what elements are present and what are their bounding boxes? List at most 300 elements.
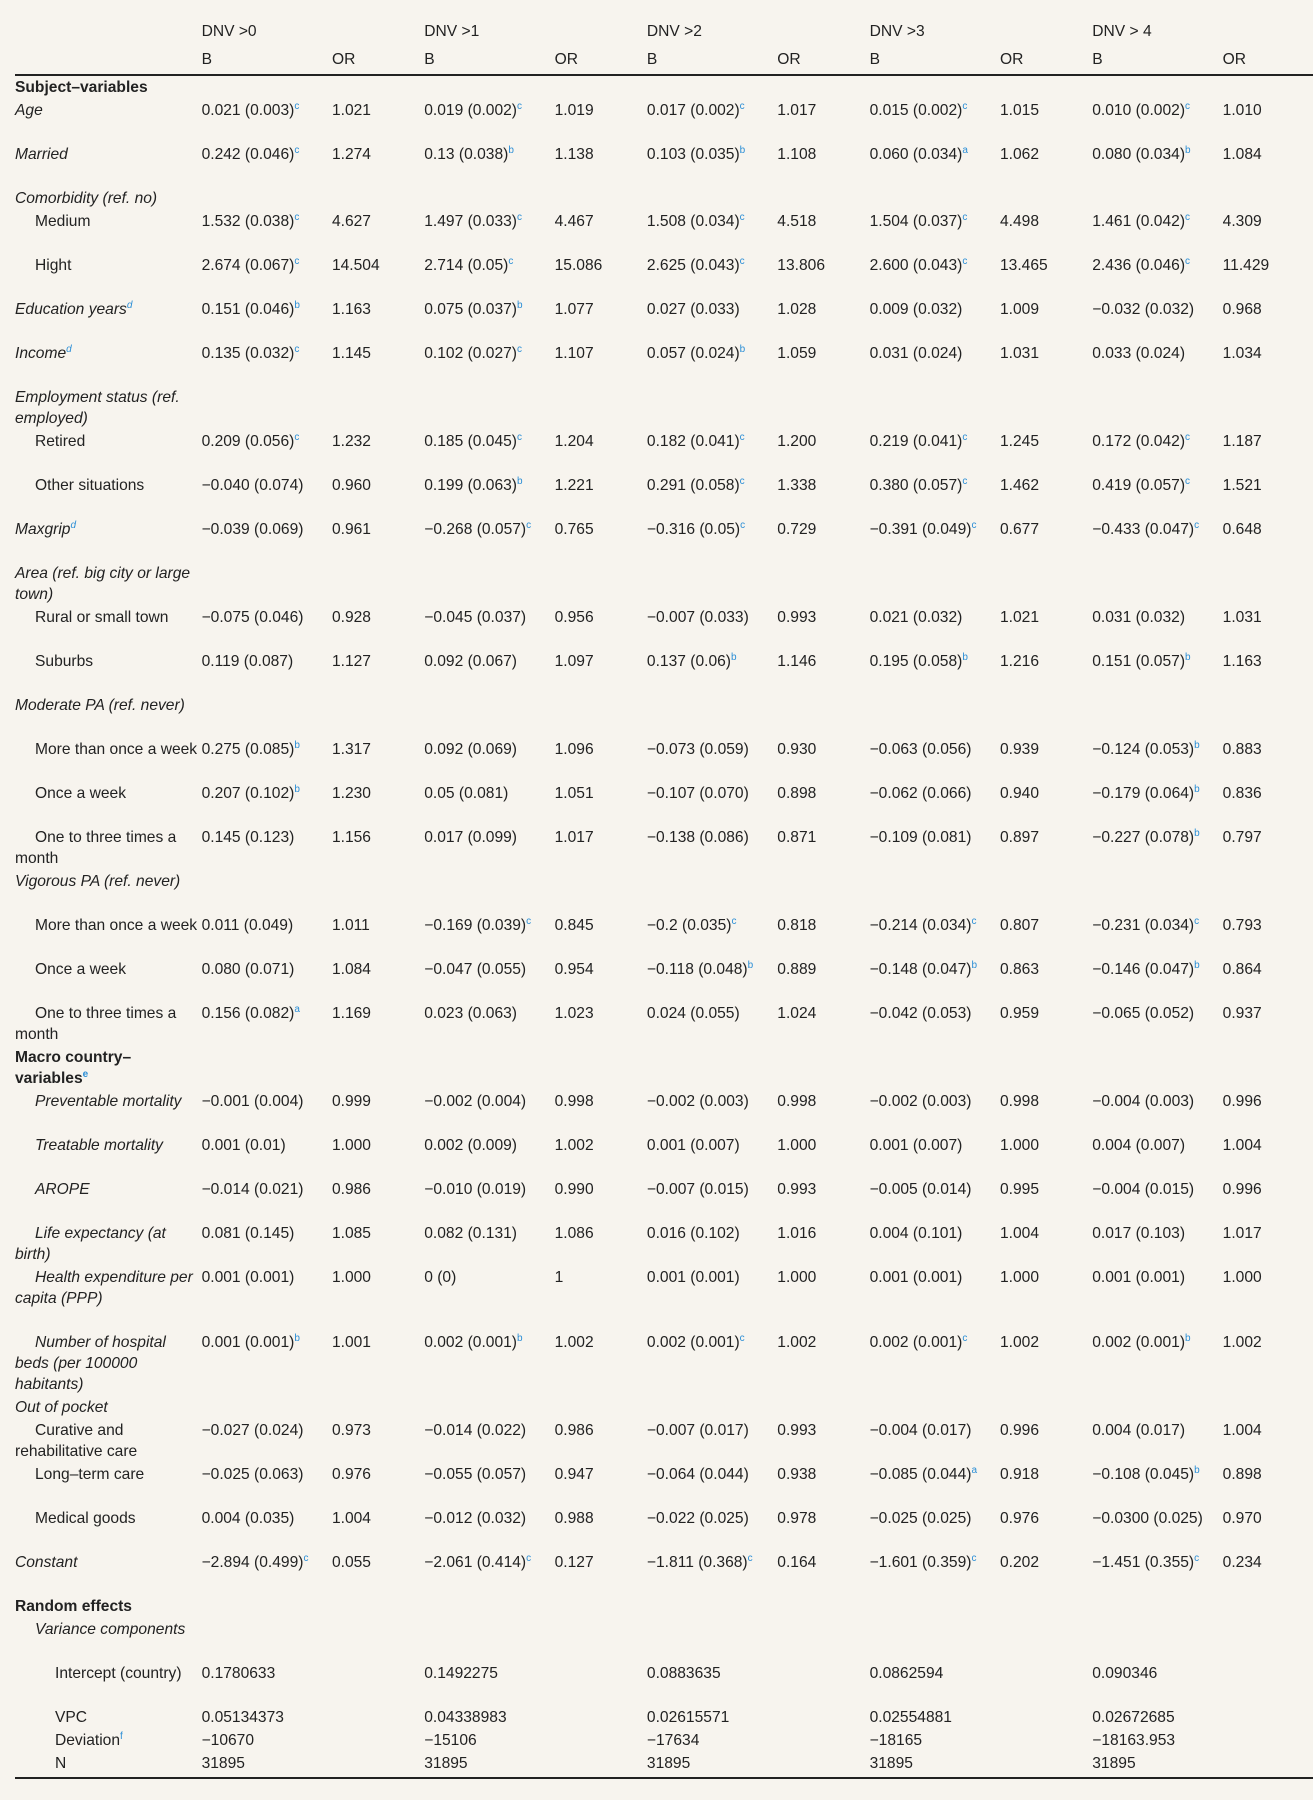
coef-b-value: −0.040 (0.074)	[201, 477, 304, 494]
row-label-text: Life expectancy (at birth)	[15, 1225, 166, 1263]
table-row	[15, 1420, 1313, 1464]
header-or: OR	[555, 44, 647, 75]
coef-b-value: −0.085 (0.044)	[869, 1466, 972, 1483]
odds-ratio-value: 1.031	[1222, 609, 1262, 626]
row-label	[15, 915, 202, 959]
row-label	[15, 1464, 202, 1508]
odds-ratio	[1000, 1397, 1092, 1420]
odds-ratio-value: 0.954	[554, 961, 594, 978]
odds-ratio	[1223, 211, 1313, 255]
odds-ratio	[332, 1420, 424, 1464]
table-row	[15, 871, 1313, 915]
coef-b	[1092, 563, 1222, 607]
coef-b	[647, 607, 777, 651]
odds-ratio-value: 1.521	[1222, 477, 1262, 494]
coef-b	[202, 144, 332, 188]
odds-ratio-value: 1.216	[999, 653, 1039, 670]
row-label-text: Retired	[35, 433, 86, 450]
coef-b	[424, 1753, 554, 1778]
odds-ratio-value: 0.986	[331, 1181, 371, 1198]
coef-b-value: −0.004 (0.017)	[869, 1422, 972, 1439]
significance-marker: b	[1185, 651, 1191, 663]
coef-b-value: −0.227 (0.078)	[1092, 829, 1195, 846]
significance-marker: c	[971, 915, 977, 927]
odds-ratio	[1000, 1420, 1092, 1464]
coef-b-value: −0.268 (0.057)	[424, 521, 527, 538]
odds-ratio	[777, 695, 869, 739]
coef-b	[202, 1267, 332, 1332]
coef-b-value: 0.090346	[1092, 1665, 1158, 1682]
coef-b	[647, 299, 777, 343]
odds-ratio-value: 1.059	[777, 345, 817, 362]
odds-ratio	[332, 1663, 424, 1707]
table-row	[15, 211, 1313, 255]
odds-ratio	[777, 1223, 869, 1267]
row-label-text: Suburbs	[35, 653, 94, 670]
row-label-text: One to three times a month	[15, 1005, 177, 1043]
table-row	[15, 1179, 1313, 1223]
odds-ratio	[332, 1508, 424, 1552]
coef-b	[202, 1047, 332, 1091]
row-label-text: More than once a week	[35, 917, 198, 934]
coef-b-value: −0.007 (0.017)	[646, 1422, 749, 1439]
odds-ratio	[332, 519, 424, 563]
odds-ratio-value: 0.889	[777, 961, 817, 978]
coef-b	[202, 519, 332, 563]
coef-b-value: 0.027 (0.033)	[646, 301, 740, 318]
row-label-text: Macro country–variables	[15, 1049, 132, 1087]
coef-b	[647, 519, 777, 563]
coef-b-value: −10670	[201, 1732, 255, 1749]
coef-b	[202, 299, 332, 343]
coef-b-value: −1.451 (0.355)	[1092, 1554, 1195, 1571]
odds-ratio	[555, 1508, 647, 1552]
coef-b-value: 0.021 (0.003)	[201, 102, 295, 119]
coef-b	[647, 188, 777, 211]
odds-ratio-value: 1.245	[999, 433, 1039, 450]
coef-b-value: 0.081 (0.145)	[201, 1225, 295, 1242]
coef-b	[1092, 1753, 1222, 1778]
odds-ratio	[1223, 1091, 1313, 1135]
odds-ratio-value: 0.947	[554, 1466, 594, 1483]
coef-b	[424, 739, 554, 783]
odds-ratio-value: 1.031	[999, 345, 1039, 362]
odds-ratio	[1000, 144, 1092, 188]
coef-b	[424, 959, 554, 1003]
odds-ratio-value: 1.015	[999, 102, 1039, 119]
coef-b-value: 0.1780633	[201, 1665, 276, 1682]
coef-b-value: 0.119 (0.087)	[201, 653, 294, 670]
row-label	[15, 1267, 202, 1332]
odds-ratio	[332, 1223, 424, 1267]
coef-b-value: −0.2 (0.035)	[646, 917, 732, 934]
significance-marker: c	[526, 915, 532, 927]
row-label-text: Preventable mortality	[35, 1093, 182, 1110]
coef-b-value: 0.0883635	[646, 1665, 721, 1682]
header-group: DNV ˃ 4	[1092, 23, 1152, 40]
table-row	[15, 188, 1313, 211]
odds-ratio-value: 4.518	[777, 213, 817, 230]
coef-b	[870, 1663, 1000, 1707]
coef-b	[870, 695, 1000, 739]
coef-b-value: −0.118 (0.048)	[646, 961, 748, 978]
odds-ratio-value: 1.145	[331, 345, 371, 362]
odds-ratio	[332, 1091, 424, 1135]
table-row	[15, 563, 1313, 607]
coef-b-value: −0.063 (0.056)	[869, 741, 972, 758]
coef-b	[1092, 1552, 1222, 1596]
odds-ratio	[555, 1135, 647, 1179]
coef-b-value: 0.092 (0.069)	[424, 741, 517, 758]
coef-b	[870, 827, 1000, 871]
significance-marker: b	[517, 1332, 523, 1344]
coef-b-value: 0.291 (0.058)	[646, 477, 740, 494]
coef-b-value: −0.001 (0.004)	[201, 1093, 304, 1110]
row-label-text: AROPE	[35, 1181, 90, 1198]
significance-marker: b	[1194, 783, 1200, 795]
table-body	[15, 75, 1313, 1778]
coef-b	[647, 255, 777, 299]
odds-ratio	[1000, 1508, 1092, 1552]
coef-b	[202, 607, 332, 651]
coef-b	[870, 1464, 1000, 1508]
coef-b-value: 2.436 (0.046)	[1092, 257, 1186, 274]
odds-ratio-value: 1.085	[331, 1225, 371, 1242]
table-row	[15, 1464, 1313, 1508]
odds-ratio-value: 0.993	[777, 1422, 817, 1439]
odds-ratio-value: 0.961	[331, 521, 371, 538]
coef-b-value: 31895	[869, 1755, 913, 1772]
odds-ratio	[555, 211, 647, 255]
significance-marker: c	[294, 343, 300, 355]
row-label-text: Medium	[35, 213, 91, 230]
odds-ratio	[332, 651, 424, 695]
coef-b	[424, 1552, 554, 1596]
row-label-text: Vigorous PA (ref. never)	[15, 873, 181, 890]
odds-ratio-value: 1.023	[554, 1005, 594, 1022]
coef-b-value: −0.007 (0.015)	[646, 1181, 749, 1198]
row-label-text: Intercept (country)	[55, 1665, 182, 1682]
odds-ratio-value: 0.864	[1222, 961, 1262, 978]
odds-ratio	[1223, 475, 1313, 519]
coef-b	[647, 100, 777, 144]
coef-b-value: 0.021 (0.032)	[869, 609, 963, 626]
coef-b-value: −0.014 (0.021)	[201, 1181, 304, 1198]
row-label	[15, 100, 202, 144]
coef-b-value: −0.012 (0.032)	[424, 1510, 527, 1527]
odds-ratio-value: 1.317	[331, 741, 371, 758]
coef-b	[870, 1420, 1000, 1464]
coef-b-value: −0.073 (0.059)	[646, 741, 749, 758]
coef-b	[424, 1464, 554, 1508]
significance-marker: c	[962, 100, 968, 112]
odds-ratio-value: 1.338	[777, 477, 817, 494]
odds-ratio	[1000, 915, 1092, 959]
odds-ratio	[332, 695, 424, 739]
coef-b	[647, 1091, 777, 1135]
coef-b	[1092, 1267, 1222, 1332]
coef-b-value: 0.185 (0.045)	[424, 433, 517, 450]
significance-marker: b	[517, 299, 523, 311]
coef-b	[647, 1003, 777, 1047]
odds-ratio	[332, 475, 424, 519]
coef-b	[1092, 387, 1222, 431]
odds-ratio-value: 1.051	[554, 785, 594, 802]
coef-b	[870, 1091, 1000, 1135]
odds-ratio	[332, 144, 424, 188]
coef-b	[1092, 211, 1222, 255]
odds-ratio	[555, 783, 647, 827]
coef-b	[647, 1420, 777, 1464]
coef-b-value: −0.004 (0.003)	[1092, 1093, 1195, 1110]
coef-b-value: −0.148 (0.047)	[869, 961, 972, 978]
odds-ratio	[555, 1047, 647, 1091]
odds-ratio	[1000, 1267, 1092, 1332]
coef-b	[202, 827, 332, 871]
odds-ratio	[555, 475, 647, 519]
table-row	[15, 915, 1313, 959]
odds-ratio	[332, 211, 424, 255]
coef-b-value: −0.107 (0.070)	[646, 785, 749, 802]
odds-ratio	[777, 915, 869, 959]
odds-ratio	[1000, 75, 1092, 100]
coef-b	[202, 739, 332, 783]
odds-ratio-value: 1.001	[331, 1334, 371, 1351]
odds-ratio	[1000, 211, 1092, 255]
coef-b-value: 0.001 (0.001)	[1092, 1269, 1186, 1286]
regression-table	[15, 14, 1313, 1779]
odds-ratio-value: 0.818	[777, 917, 817, 934]
coef-b-value: −0.045 (0.037)	[424, 609, 527, 626]
coef-b	[1092, 607, 1222, 651]
row-label-text: Rural or small town	[35, 609, 169, 626]
coef-b	[424, 387, 554, 431]
coef-b	[202, 255, 332, 299]
odds-ratio	[1000, 783, 1092, 827]
odds-ratio	[1223, 188, 1313, 211]
coef-b	[1092, 475, 1222, 519]
coef-b	[424, 1730, 554, 1753]
row-label-text: More than once a week	[35, 741, 198, 758]
significance-marker: b	[1194, 827, 1200, 839]
coef-b	[647, 563, 777, 607]
coef-b	[202, 343, 332, 387]
odds-ratio	[777, 343, 869, 387]
coef-b-value: 0.002 (0.009)	[424, 1137, 517, 1154]
odds-ratio-value: 1.462	[999, 477, 1039, 494]
odds-ratio-value: 0.898	[1222, 1466, 1262, 1483]
odds-ratio	[555, 144, 647, 188]
coef-b	[1092, 1707, 1222, 1730]
row-label	[15, 607, 202, 651]
coef-b	[1092, 739, 1222, 783]
significance-marker: b	[294, 299, 300, 311]
coef-b-value: 0.060 (0.034)	[869, 146, 963, 163]
coef-b	[424, 1619, 554, 1663]
coef-b	[424, 651, 554, 695]
row-label-text: Medical goods	[35, 1510, 136, 1527]
odds-ratio-value: 1.084	[331, 961, 371, 978]
coef-b-value: 0.004 (0.007)	[1092, 1137, 1186, 1154]
odds-ratio-value: 0.928	[331, 609, 371, 626]
coef-b	[647, 739, 777, 783]
coef-b-value: 2.714 (0.05)	[424, 257, 509, 274]
table-row	[15, 1707, 1313, 1730]
coef-b-value: 0.023 (0.063)	[424, 1005, 517, 1022]
coef-b	[1092, 1179, 1222, 1223]
odds-ratio	[555, 607, 647, 651]
row-label	[15, 1332, 202, 1397]
coef-b	[870, 1047, 1000, 1091]
odds-ratio-value: 0.648	[1222, 521, 1262, 538]
coef-b	[647, 695, 777, 739]
coef-b-value: 31895	[201, 1755, 245, 1772]
coef-b-value: 0.057 (0.024)	[646, 345, 740, 362]
odds-ratio	[332, 1707, 424, 1730]
coef-b-value: 0.002 (0.001)	[646, 1334, 740, 1351]
odds-ratio	[777, 1508, 869, 1552]
coef-b	[870, 871, 1000, 915]
coef-b	[647, 1619, 777, 1663]
odds-ratio-value: 1.002	[777, 1334, 817, 1351]
odds-ratio	[1223, 651, 1313, 695]
row-label-text: Subject–variables	[15, 79, 148, 96]
odds-ratio	[777, 299, 869, 343]
odds-ratio-value: 1.004	[331, 1510, 371, 1527]
coef-b-value: 0.275 (0.085)	[201, 741, 295, 758]
coef-b-value: −0.316 (0.05)	[646, 521, 741, 538]
odds-ratio	[1223, 1596, 1313, 1619]
significance-marker: c	[1185, 100, 1191, 112]
coef-b	[1092, 1619, 1222, 1663]
coef-b	[647, 1267, 777, 1332]
odds-ratio-value: 1.200	[777, 433, 817, 450]
odds-ratio	[777, 1596, 869, 1619]
table-row	[15, 387, 1313, 431]
coef-b-value: 0.209 (0.056)	[201, 433, 295, 450]
header-or: OR	[1223, 44, 1313, 75]
row-label	[15, 299, 202, 343]
row-label-text: Out of pocket	[15, 1399, 108, 1416]
coef-b	[1092, 75, 1222, 100]
coef-b-value: 31895	[1092, 1755, 1136, 1772]
coef-b-value: 0.082 (0.131)	[424, 1225, 517, 1242]
coef-b	[647, 1047, 777, 1091]
odds-ratio	[1223, 1332, 1313, 1397]
odds-ratio	[1223, 1730, 1313, 1753]
odds-ratio-value: 0.960	[331, 477, 371, 494]
odds-ratio-value: 0.793	[1222, 917, 1262, 934]
row-label-text: Maxgrip	[15, 521, 71, 538]
significance-marker: c	[962, 475, 968, 487]
coef-b-value: −18165	[869, 1732, 923, 1749]
odds-ratio	[777, 519, 869, 563]
odds-ratio-value: 0.765	[554, 521, 594, 538]
row-label-text: Moderate PA (ref. never)	[15, 697, 185, 714]
odds-ratio	[555, 1663, 647, 1707]
coef-b-value: 0.080 (0.071)	[201, 961, 295, 978]
significance-marker: c	[517, 211, 522, 223]
coef-b	[202, 211, 332, 255]
significance-marker: c	[971, 1552, 977, 1564]
odds-ratio-value: 0.677	[999, 521, 1039, 538]
odds-ratio	[1000, 1091, 1092, 1135]
odds-ratio-value: 1.028	[777, 301, 817, 318]
table-row	[15, 1619, 1313, 1663]
coef-b	[202, 1003, 332, 1047]
coef-b	[647, 915, 777, 959]
odds-ratio-value: 0.996	[1222, 1181, 1262, 1198]
odds-ratio	[1223, 255, 1313, 299]
coef-b-value: 0.009 (0.032)	[869, 301, 963, 318]
odds-ratio	[1223, 1135, 1313, 1179]
row-label	[15, 211, 202, 255]
coef-b	[647, 387, 777, 431]
coef-b-value: −0.146 (0.047)	[1092, 961, 1195, 978]
coef-b-value: −0.002 (0.003)	[869, 1093, 972, 1110]
coef-b	[424, 1596, 554, 1619]
significance-marker: b	[962, 651, 968, 663]
odds-ratio	[332, 299, 424, 343]
odds-ratio	[555, 1753, 647, 1778]
row-label-text: Number of hospital beds (per 100000 habitants)	[15, 1334, 166, 1393]
coef-b	[870, 431, 1000, 475]
coef-b	[202, 563, 332, 607]
coef-b	[424, 1179, 554, 1223]
odds-ratio	[777, 387, 869, 431]
row-label-text: Treatable mortality	[35, 1137, 163, 1154]
odds-ratio	[777, 1464, 869, 1508]
odds-ratio	[332, 1552, 424, 1596]
odds-ratio	[1223, 1619, 1313, 1663]
significance-marker: c	[1185, 475, 1191, 487]
coef-b	[424, 1003, 554, 1047]
coef-b-value: 0.137 (0.06)	[646, 653, 731, 670]
table-row	[15, 1552, 1313, 1596]
odds-ratio	[1000, 1596, 1092, 1619]
coef-b-value: −0.010 (0.019)	[424, 1181, 527, 1198]
coef-b	[424, 1420, 554, 1464]
odds-ratio-value: 1.156	[331, 829, 371, 846]
table-row	[15, 1663, 1313, 1707]
header-b: B	[647, 44, 777, 75]
odds-ratio	[1000, 431, 1092, 475]
header-or: OR	[777, 44, 869, 75]
odds-ratio-value: 1.004	[1222, 1422, 1262, 1439]
coef-b	[870, 299, 1000, 343]
coef-b-value: −0.042 (0.053)	[869, 1005, 972, 1022]
odds-ratio-value: 0.990	[554, 1181, 594, 1198]
table-row	[15, 1332, 1313, 1397]
significance-marker: c	[1185, 211, 1191, 223]
coef-b	[647, 1552, 777, 1596]
coef-b-value: 0.103 (0.035)	[646, 146, 740, 163]
odds-ratio	[777, 1619, 869, 1663]
odds-ratio-value: 0.976	[331, 1466, 371, 1483]
row-label-text: Other situations	[35, 477, 145, 494]
row-label	[15, 188, 202, 211]
odds-ratio	[777, 1663, 869, 1707]
odds-ratio	[1223, 607, 1313, 651]
coef-b-value: 0.016 (0.102)	[646, 1225, 740, 1242]
odds-ratio	[555, 827, 647, 871]
odds-ratio	[555, 1332, 647, 1397]
table-row	[15, 144, 1313, 188]
coef-b	[1092, 1464, 1222, 1508]
row-label-text: Health expenditure per capita (PPP)	[15, 1269, 193, 1307]
coef-b-value: 0.001 (0.001)	[201, 1269, 295, 1286]
coef-b	[202, 1135, 332, 1179]
